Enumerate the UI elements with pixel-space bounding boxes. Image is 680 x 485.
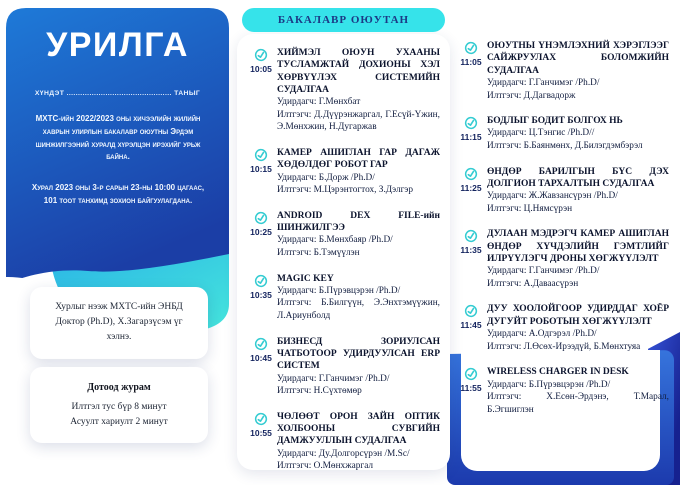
item-detail — [277, 373, 440, 398]
item-detail — [487, 265, 669, 290]
schedule-item — [245, 273, 440, 323]
item-detail — [487, 77, 669, 102]
schedule-item — [245, 336, 440, 398]
item-presenters: Илтгэгч: Х.Есөн-Эрдэнэ, Т.Марал, Б.Эгшиглэн — [487, 392, 669, 415]
item-title: MAGIC KEY — [277, 273, 334, 284]
check-circle-icon — [253, 273, 269, 289]
item-advisor: Удирдагч: Б.Пүрэвцэрэн /Ph.D/ — [487, 379, 611, 390]
item-time-block — [455, 228, 487, 255]
item-title: ХИЙМЭЛ ОЮУН УХААНЫ ТУСЛАМЖТАЙ ДОХИОНЫ ХЭЛ ХӨРВҮҮЛЭХ СИСТЕМИЙН СУДАЛГАА — [277, 48, 440, 96]
page-title: УРИЛГА — [46, 26, 189, 64]
schedule-item — [245, 411, 440, 473]
item-advisor: Удирдагч: А.Одгэрэл /Ph.D/ — [487, 329, 597, 340]
item-body — [487, 115, 669, 152]
item-time: 11:35 — [460, 245, 482, 256]
item-time: 11:25 — [460, 182, 482, 193]
item-detail — [277, 172, 440, 197]
salutation-line: ХҮНДЭТ .............................................. ТАНЫГ — [34, 90, 201, 97]
item-time: 10:25 — [250, 226, 272, 237]
item-time: 11:55 — [460, 383, 482, 394]
item-advisor: Удирдагч: Ц.Тэнгис /Ph.D// — [487, 128, 595, 139]
item-time-block — [245, 336, 277, 363]
item-time: 10:35 — [250, 289, 272, 300]
item-presenters: Илтгэгч: Б.Тэмүүлэн — [277, 248, 360, 259]
check-circle-icon — [463, 40, 479, 56]
check-circle-icon — [253, 336, 269, 352]
item-detail — [277, 234, 440, 259]
check-circle-icon — [253, 47, 269, 63]
check-circle-icon — [463, 366, 479, 382]
morning-schedule-card — [237, 34, 450, 470]
program-header-label: БАКАЛАВР ОЮУТАН — [277, 14, 410, 26]
schedule-item — [455, 366, 669, 416]
item-presenters: Илтгэгч: Д.Дагвадорж — [487, 90, 576, 101]
item-time-block — [455, 366, 487, 393]
check-circle-icon — [463, 228, 479, 244]
item-advisor: Удирдагч: Ду.Долгорсүрэн /M.Sc/ — [277, 448, 410, 459]
check-circle-icon — [463, 166, 479, 182]
item-time: 11:45 — [460, 320, 482, 331]
item-title: ANDROID DEX FILE-ийн ШИНЖИЛГЭЭ — [277, 210, 440, 234]
item-advisor: Удирдагч: Г.Ганчимэг /Ph.D/ — [277, 373, 390, 384]
item-body — [277, 147, 440, 197]
item-presenters: Илтгэгч: М.Цэрэнтогтох, З.Дэлгэр — [277, 185, 414, 196]
item-advisor: Удирдагч: Б.Мөнхбаяр /Ph.D/ — [277, 235, 393, 246]
item-title: ДУУ ХООЛОЙГООР УДИРДДАГ ХОЁР ДУГУЙТ РОБОТЫН ХӨГЖҮҮЛЭЛТ — [487, 304, 669, 327]
schedule-item — [245, 147, 440, 197]
rules-title: Дотоод журам — [87, 382, 151, 393]
item-presenters: Илтгэгч: Ц.Нямсүрэн — [487, 203, 573, 214]
invitation-body: МХТС-ийн 2022/2023 оны хичээлийн жилийн хаврын улирлын бакалавр оюутны Эрдэм шинжилгээний хуралд хүрэлцэн ирэхийг урьж байна. — [35, 114, 201, 162]
item-detail — [487, 127, 669, 152]
item-time-block — [455, 115, 487, 142]
program-header-badge — [242, 8, 445, 32]
schedule-item — [245, 210, 440, 260]
item-presenters: Илтгэгч: О.Мөнхжаргал — [277, 461, 374, 472]
item-time-block — [455, 40, 487, 67]
opening-speech-text: Хурлыг нээж МХТС-ийн ЭНБД Доктор (Ph.D), Х.Загарзүсэм үг хэлнэ. — [55, 302, 183, 343]
check-circle-icon — [253, 411, 269, 427]
item-presenters: Илтгэгч: Д.Дүүрэнжаргал, Г.Есүй-Үжин, Э.Мөнхжин, Н.Дугаржав — [277, 109, 440, 133]
schedule-item — [455, 303, 669, 353]
item-body — [487, 166, 669, 216]
item-time-block — [245, 210, 277, 237]
item-time: 10:45 — [250, 352, 272, 363]
item-time: 10:15 — [250, 164, 272, 175]
item-time-block — [245, 47, 277, 74]
item-advisor: Удирдагч: Г.Мөнхбат — [277, 97, 361, 108]
item-time-block — [245, 411, 277, 438]
schedule-item — [245, 47, 440, 134]
item-body — [277, 273, 440, 323]
item-detail — [487, 379, 669, 417]
item-title: БОДЛЫГ БОДИТ БОЛГОХ НЬ — [487, 116, 623, 127]
item-time: 10:05 — [250, 64, 272, 74]
item-title: КАМЕР АШИГЛАН ГАР ДАГАЖ ХӨДӨЛДӨГ РОБОТ ГАР — [277, 148, 440, 171]
item-body — [487, 40, 669, 102]
item-advisor: Удирдагч: Б.Дорж /Ph.D/ — [277, 172, 375, 183]
item-body — [277, 47, 440, 134]
check-circle-icon — [253, 210, 269, 226]
item-detail — [277, 96, 440, 134]
item-time-block — [455, 166, 487, 193]
item-detail — [487, 190, 669, 215]
item-time-block — [245, 273, 277, 300]
item-title: ДУЛААН МЭДРЭГЧ КАМЕР АШИГЛАН ӨНДӨР ХҮЧДЭЛИЙН ГЭМТЛИЙГ ИЛРҮҮЛЭГЧ ДРОНЫ ХӨГЖҮҮЛЭЛТ — [487, 229, 669, 265]
rules-line-2: Асуулт хариулт 2 минут — [70, 417, 168, 428]
item-body — [487, 366, 669, 416]
item-body — [487, 303, 669, 353]
schedule-note: Хурал 2023 оны 3-р сарын 23-ны 10:00 цагаас, 101 тоот танхимд зохион байгуулагдана. — [31, 183, 205, 205]
item-presenters: Илтгэгч: Б.Билгүүн, Э.Энхтэмүүжин, Л.Ариунболд — [277, 298, 440, 322]
item-presenters: Илтгэгч: Л.Өсөх-Ирээдүй, Б.Мөнхтуяа — [487, 341, 641, 352]
item-time: 11:15 — [460, 132, 482, 143]
item-advisor: Удирдагч: Г.Ганчимэг /Ph.D/ — [487, 266, 600, 277]
schedule-item — [455, 228, 669, 290]
check-circle-icon — [463, 115, 479, 131]
item-presenters: Илтгэгч: Б.Баянмөнх, Д.Билэгдэмбэрэл — [487, 141, 643, 152]
item-title: ОЮУТНЫ ҮНЭМЛЭХНИЙ ХЭРЭГЛЭЭГ САЙЖРУУЛАХ БОЛОМЖИЙН СУДАЛГАА — [487, 41, 669, 76]
item-presenters: Илтгэгч: А.Даваасүрэн — [487, 278, 579, 289]
schedule-item — [455, 115, 669, 152]
check-circle-icon — [253, 147, 269, 163]
rules-card — [30, 367, 208, 443]
item-title: БИЗНЕСД ЗОРИУЛСАН ЧАТБОТООР УДИРДУУЛСАН ERP СИСТЕМ — [277, 336, 440, 372]
opening-speech-card — [30, 287, 208, 359]
item-body — [277, 411, 440, 473]
item-time: 11:05 — [460, 57, 482, 67]
item-advisor: Удирдагч: Г.Ганчимэг /Ph.D/ — [487, 78, 600, 89]
item-advisor: Удирдагч: Ж.Жавзансүрэн /Ph.D/ — [487, 191, 618, 202]
item-body — [277, 336, 440, 398]
late-morning-schedule — [455, 40, 669, 416]
item-detail — [277, 285, 440, 323]
item-body — [487, 228, 669, 290]
rules-line-1: Илтгэл тус бүр 8 минут — [71, 402, 167, 412]
item-body — [277, 210, 440, 260]
item-presenters: Илтгэгч: Н.Сүхтөмөр — [277, 386, 362, 397]
check-circle-icon — [463, 304, 479, 320]
item-time-block — [245, 147, 277, 174]
schedule-item — [455, 40, 669, 102]
item-time: 10:55 — [250, 427, 272, 438]
item-time-block — [455, 303, 487, 330]
item-title: ӨНДӨР БАРИЛГЫН БҮС ДЭХ ДОЛГИОН ТАРХАЛТЫН СУДАЛГАА — [487, 166, 669, 189]
item-detail — [487, 328, 669, 353]
item-title: ЧӨЛӨӨТ ОРОН ЗАЙН ОПТИК ХОЛБООНЫ СУВГИЙН ДАМЖУУЛЛЫН СУДАЛГАА — [277, 411, 440, 447]
item-advisor: Удирдагч: Б.Пүрэвцэрэн /Ph.D/ — [277, 285, 401, 296]
item-title: WIRELESS CHARGER IN DESK — [487, 367, 629, 378]
schedule-item — [455, 166, 669, 216]
item-detail — [277, 448, 440, 473]
